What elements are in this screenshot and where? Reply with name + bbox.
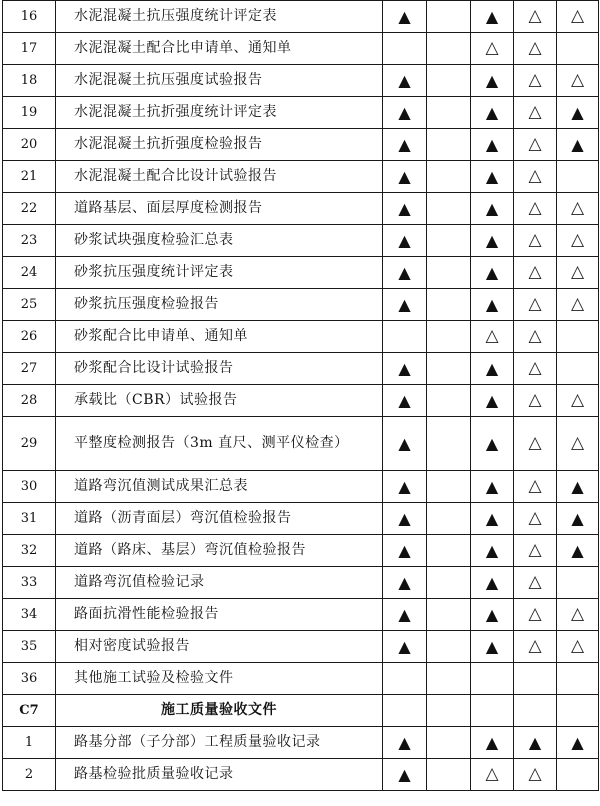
filled-triangle-icon: ▲ <box>485 198 499 218</box>
mark-cell <box>427 129 471 161</box>
row-number: 20 <box>3 129 56 161</box>
mark-cell <box>471 503 514 535</box>
mark-cell <box>514 33 557 65</box>
mark-cell <box>557 161 599 193</box>
document-name: 路基分部（子分部）工程质量验收记录 <box>56 727 383 759</box>
mark-cell <box>514 567 557 599</box>
filled-triangle-icon: ▲ <box>485 390 499 410</box>
mark-cell <box>557 759 599 791</box>
mark-cell <box>427 567 471 599</box>
hollow-triangle-icon: △ <box>570 230 585 250</box>
mark-cell <box>383 65 427 97</box>
mark-cell <box>471 631 514 663</box>
filled-triangle-icon: ▲ <box>398 102 411 122</box>
mark-cell <box>383 129 427 161</box>
mark-cell <box>471 129 514 161</box>
mark-cell <box>557 567 599 599</box>
row-number: 28 <box>3 385 56 417</box>
mark-cell <box>427 759 471 791</box>
table-row <box>3 567 599 599</box>
mark-cell <box>427 385 471 417</box>
document-name: 道路基层、面层厚度检测报告 <box>56 193 383 225</box>
hollow-triangle-icon: △ <box>528 230 542 250</box>
document-name: 道路弯沉值检验记录 <box>56 567 383 599</box>
mark-cell <box>557 695 599 727</box>
mark-cell <box>427 353 471 385</box>
filled-triangle-icon: ▲ <box>398 572 411 592</box>
hollow-triangle-icon: △ <box>528 636 542 656</box>
hollow-triangle-icon: △ <box>528 326 542 346</box>
mark-cell <box>383 257 427 289</box>
hollow-triangle-icon: △ <box>528 764 542 784</box>
filled-triangle-icon: ▲ <box>485 166 499 186</box>
hollow-triangle-icon: △ <box>528 540 542 560</box>
hollow-triangle-icon: △ <box>570 262 585 282</box>
mark-cell <box>383 471 427 503</box>
table-row <box>3 33 599 65</box>
mark-cell <box>471 417 514 471</box>
mark-cell <box>514 193 557 225</box>
mark-cell <box>514 599 557 631</box>
mark-cell <box>514 471 557 503</box>
row-number: 24 <box>3 257 56 289</box>
filled-triangle-icon: ▲ <box>398 294 411 314</box>
document-name: 施工质量验收文件 <box>56 695 383 727</box>
table-row <box>3 225 599 257</box>
mark-cell <box>427 599 471 631</box>
mark-cell <box>514 225 557 257</box>
filled-triangle-icon: ▲ <box>485 262 499 282</box>
mark-cell <box>471 321 514 353</box>
filled-triangle-icon: ▲ <box>485 433 499 453</box>
table-body <box>3 1 599 791</box>
filled-triangle-icon: ▲ <box>571 102 584 122</box>
document-name: 其他施工试验及检验文件 <box>56 663 383 695</box>
hollow-triangle-icon: △ <box>570 198 585 218</box>
mark-cell <box>471 663 514 695</box>
mark-cell <box>557 1 599 33</box>
mark-cell <box>471 97 514 129</box>
row-number: 1 <box>3 727 56 759</box>
table-row <box>3 727 599 759</box>
mark-cell <box>383 759 427 791</box>
filled-triangle-icon: ▲ <box>485 6 499 26</box>
hollow-triangle-icon: △ <box>528 262 542 282</box>
filled-triangle-icon: ▲ <box>398 636 411 656</box>
filled-triangle-icon: ▲ <box>485 102 499 122</box>
document-name: 砂浆配合比设计试验报告 <box>56 353 383 385</box>
filled-triangle-icon: ▲ <box>398 508 411 528</box>
document-name: 砂浆配合比申请单、通知单 <box>56 321 383 353</box>
hollow-triangle-icon: △ <box>570 294 585 314</box>
hollow-triangle-icon: △ <box>528 166 542 186</box>
filled-triangle-icon: ▲ <box>398 764 411 784</box>
mark-cell <box>427 257 471 289</box>
row-number: 34 <box>3 599 56 631</box>
table-row <box>3 193 599 225</box>
mark-cell <box>557 129 599 161</box>
archive-requirements-table <box>2 0 599 791</box>
filled-triangle-icon: ▲ <box>398 604 411 624</box>
filled-triangle-icon: ▲ <box>398 166 411 186</box>
filled-triangle-icon: ▲ <box>485 476 499 496</box>
document-name: 砂浆抗压强度统计评定表 <box>56 257 383 289</box>
row-number: 26 <box>3 321 56 353</box>
mark-cell <box>557 503 599 535</box>
mark-cell <box>514 161 557 193</box>
hollow-triangle-icon: △ <box>528 6 542 26</box>
table-row <box>3 535 599 567</box>
filled-triangle-icon: ▲ <box>398 476 411 496</box>
filled-triangle-icon: ▲ <box>398 358 411 378</box>
mark-cell <box>514 97 557 129</box>
document-name: 水泥混凝土抗折强度检验报告 <box>56 129 383 161</box>
filled-triangle-icon: ▲ <box>398 6 411 26</box>
mark-cell <box>471 535 514 567</box>
document-name: 平整度检测报告（3m 直尺、测平仪检查） <box>56 417 383 471</box>
document-name: 水泥混凝土配合比申请单、通知单 <box>56 33 383 65</box>
mark-cell <box>514 1 557 33</box>
mark-cell <box>427 225 471 257</box>
table-row <box>3 97 599 129</box>
mark-cell <box>557 599 599 631</box>
mark-cell <box>514 65 557 97</box>
table-row <box>3 471 599 503</box>
mark-cell <box>383 567 427 599</box>
mark-cell <box>383 535 427 567</box>
document-name: 道路（沥青面层）弯沉值检验报告 <box>56 503 383 535</box>
table-row <box>3 65 599 97</box>
mark-cell <box>383 385 427 417</box>
hollow-triangle-icon: △ <box>528 134 542 154</box>
mark-cell <box>557 289 599 321</box>
mark-cell <box>427 471 471 503</box>
filled-triangle-icon: ▲ <box>571 476 584 496</box>
mark-cell <box>427 631 471 663</box>
mark-cell <box>471 759 514 791</box>
mark-cell <box>471 289 514 321</box>
hollow-triangle-icon: △ <box>528 476 542 496</box>
row-number: 33 <box>3 567 56 599</box>
filled-triangle-icon: ▲ <box>485 294 499 314</box>
row-number: 2 <box>3 759 56 791</box>
hollow-triangle-icon: △ <box>528 294 542 314</box>
mark-cell <box>427 663 471 695</box>
table-row <box>3 257 599 289</box>
mark-cell <box>514 727 557 759</box>
mark-cell <box>427 535 471 567</box>
hollow-triangle-icon: △ <box>528 390 542 410</box>
row-number: C7 <box>3 695 56 727</box>
filled-triangle-icon: ▲ <box>571 540 584 560</box>
mark-cell <box>514 257 557 289</box>
filled-triangle-icon: ▲ <box>485 358 499 378</box>
hollow-triangle-icon: △ <box>570 636 585 656</box>
document-name: 路基检验批质量验收记录 <box>56 759 383 791</box>
mark-cell <box>514 695 557 727</box>
mark-cell <box>514 385 557 417</box>
mark-cell <box>427 417 471 471</box>
mark-cell <box>471 353 514 385</box>
document-name: 相对密度试验报告 <box>56 631 383 663</box>
mark-cell <box>383 727 427 759</box>
mark-cell <box>383 599 427 631</box>
table-row <box>3 161 599 193</box>
hollow-triangle-icon: △ <box>485 38 499 58</box>
mark-cell <box>471 161 514 193</box>
filled-triangle-icon: ▲ <box>398 134 411 154</box>
document-name: 承载比（CBR）试验报告 <box>56 385 383 417</box>
mark-cell <box>427 33 471 65</box>
mark-cell <box>557 97 599 129</box>
hollow-triangle-icon: △ <box>528 38 542 58</box>
mark-cell <box>514 535 557 567</box>
row-number: 36 <box>3 663 56 695</box>
hollow-triangle-icon: △ <box>485 764 499 784</box>
mark-cell <box>383 289 427 321</box>
mark-cell <box>383 97 427 129</box>
table-row <box>3 503 599 535</box>
mark-cell <box>383 33 427 65</box>
mark-cell <box>471 599 514 631</box>
mark-cell <box>514 631 557 663</box>
filled-triangle-icon: ▲ <box>485 572 499 592</box>
mark-cell <box>514 417 557 471</box>
mark-cell <box>427 727 471 759</box>
mark-cell <box>471 567 514 599</box>
mark-cell <box>514 321 557 353</box>
table-row <box>3 321 599 353</box>
row-number: 17 <box>3 33 56 65</box>
mark-cell <box>471 225 514 257</box>
mark-cell <box>557 353 599 385</box>
hollow-triangle-icon: △ <box>528 433 542 453</box>
filled-triangle-icon: ▲ <box>485 134 499 154</box>
hollow-triangle-icon: △ <box>570 604 585 624</box>
table-row <box>3 417 599 471</box>
row-number: 30 <box>3 471 56 503</box>
filled-triangle-icon: ▲ <box>398 390 411 410</box>
mark-cell <box>471 727 514 759</box>
document-name: 砂浆抗压强度检验报告 <box>56 289 383 321</box>
filled-triangle-icon: ▲ <box>398 540 411 560</box>
filled-triangle-icon: ▲ <box>571 732 584 752</box>
filled-triangle-icon: ▲ <box>485 230 499 250</box>
mark-cell <box>383 503 427 535</box>
mark-cell <box>471 193 514 225</box>
filled-triangle-icon: ▲ <box>485 636 499 656</box>
row-number: 23 <box>3 225 56 257</box>
hollow-triangle-icon: △ <box>528 198 542 218</box>
table-row <box>3 663 599 695</box>
filled-triangle-icon: ▲ <box>485 540 499 560</box>
filled-triangle-icon: ▲ <box>485 70 499 90</box>
hollow-triangle-icon: △ <box>528 358 542 378</box>
document-name: 水泥混凝土抗压强度试验报告 <box>56 65 383 97</box>
table-row <box>3 759 599 791</box>
hollow-triangle-icon: △ <box>528 508 542 528</box>
filled-triangle-icon: ▲ <box>571 508 584 528</box>
mark-cell <box>427 503 471 535</box>
mark-cell <box>471 1 514 33</box>
mark-cell <box>557 225 599 257</box>
filled-triangle-icon: ▲ <box>398 230 411 250</box>
document-name: 道路弯沉值测试成果汇总表 <box>56 471 383 503</box>
filled-triangle-icon: ▲ <box>398 70 411 90</box>
hollow-triangle-icon: △ <box>485 326 499 346</box>
mark-cell <box>383 1 427 33</box>
mark-cell <box>427 65 471 97</box>
hollow-triangle-icon: △ <box>570 6 585 26</box>
row-number: 22 <box>3 193 56 225</box>
row-number: 27 <box>3 353 56 385</box>
row-number: 32 <box>3 535 56 567</box>
mark-cell <box>557 193 599 225</box>
mark-cell <box>383 161 427 193</box>
mark-cell <box>471 65 514 97</box>
document-name: 水泥混凝土抗压强度统计评定表 <box>56 1 383 33</box>
mark-cell <box>427 289 471 321</box>
table-row <box>3 289 599 321</box>
mark-cell <box>557 417 599 471</box>
mark-cell <box>427 161 471 193</box>
row-number: 16 <box>3 1 56 33</box>
mark-cell <box>514 129 557 161</box>
mark-cell <box>557 257 599 289</box>
document-name: 水泥混凝土抗折强度统计评定表 <box>56 97 383 129</box>
mark-cell <box>471 385 514 417</box>
table-row <box>3 599 599 631</box>
mark-cell <box>557 321 599 353</box>
mark-cell <box>427 321 471 353</box>
mark-cell <box>514 503 557 535</box>
mark-cell <box>557 663 599 695</box>
document-name: 道路（路床、基层）弯沉值检验报告 <box>56 535 383 567</box>
mark-cell <box>471 695 514 727</box>
row-number: 25 <box>3 289 56 321</box>
row-number: 35 <box>3 631 56 663</box>
filled-triangle-icon: ▲ <box>398 433 411 453</box>
hollow-triangle-icon: △ <box>570 70 585 90</box>
mark-cell <box>557 727 599 759</box>
mark-cell <box>383 663 427 695</box>
mark-cell <box>514 663 557 695</box>
table-row <box>3 129 599 161</box>
mark-cell <box>557 471 599 503</box>
mark-cell <box>514 353 557 385</box>
mark-cell <box>514 289 557 321</box>
table-row <box>3 353 599 385</box>
row-number: 29 <box>3 417 56 471</box>
mark-cell <box>557 631 599 663</box>
mark-cell <box>557 385 599 417</box>
document-name: 水泥混凝土配合比设计试验报告 <box>56 161 383 193</box>
mark-cell <box>383 631 427 663</box>
mark-cell <box>557 33 599 65</box>
filled-triangle-icon: ▲ <box>485 508 499 528</box>
mark-cell <box>557 535 599 567</box>
row-number: 31 <box>3 503 56 535</box>
mark-cell <box>471 471 514 503</box>
filled-triangle-icon: ▲ <box>398 732 411 752</box>
table-row <box>3 631 599 663</box>
hollow-triangle-icon: △ <box>570 433 585 453</box>
row-number: 19 <box>3 97 56 129</box>
filled-triangle-icon: ▲ <box>485 732 499 752</box>
filled-triangle-icon: ▲ <box>398 198 411 218</box>
mark-cell <box>471 33 514 65</box>
hollow-triangle-icon: △ <box>528 70 542 90</box>
filled-triangle-icon: ▲ <box>571 134 584 154</box>
mark-cell <box>383 225 427 257</box>
table-row <box>3 385 599 417</box>
document-name: 砂浆试块强度检验汇总表 <box>56 225 383 257</box>
mark-cell <box>427 97 471 129</box>
mark-cell <box>427 193 471 225</box>
mark-cell <box>383 193 427 225</box>
row-number: 18 <box>3 65 56 97</box>
row-number: 21 <box>3 161 56 193</box>
filled-triangle-icon: ▲ <box>398 262 411 282</box>
mark-cell <box>383 353 427 385</box>
mark-cell <box>427 1 471 33</box>
hollow-triangle-icon: △ <box>528 572 542 592</box>
mark-cell <box>514 759 557 791</box>
filled-triangle-icon: ▲ <box>485 604 499 624</box>
filled-triangle-icon: ▲ <box>528 732 542 752</box>
mark-cell <box>383 695 427 727</box>
mark-cell <box>557 65 599 97</box>
mark-cell <box>383 321 427 353</box>
section-row <box>3 695 599 727</box>
table-row <box>3 1 599 33</box>
hollow-triangle-icon: △ <box>528 102 542 122</box>
mark-cell <box>427 695 471 727</box>
mark-cell <box>383 417 427 471</box>
hollow-triangle-icon: △ <box>528 604 542 624</box>
document-name: 路面抗滑性能检验报告 <box>56 599 383 631</box>
mark-cell <box>471 257 514 289</box>
hollow-triangle-icon: △ <box>570 390 585 410</box>
